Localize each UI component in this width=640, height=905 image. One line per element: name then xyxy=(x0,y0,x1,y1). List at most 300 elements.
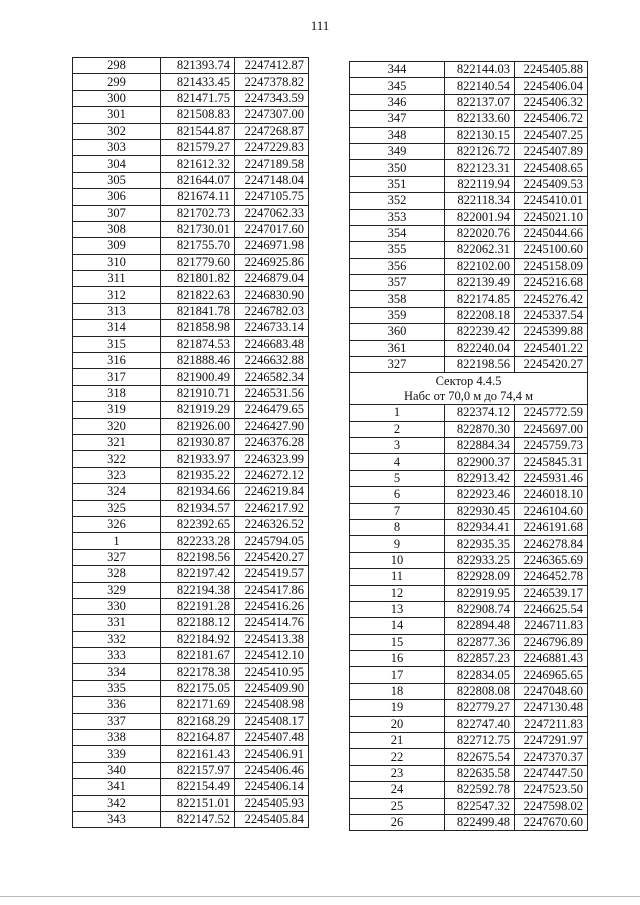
point-number: 350 xyxy=(350,160,445,176)
table-row xyxy=(350,193,588,209)
table-row xyxy=(350,651,588,667)
table-row xyxy=(73,123,309,139)
table-row xyxy=(73,549,309,565)
table-row xyxy=(350,94,588,110)
y-coordinate: 2245401.22 xyxy=(515,340,588,356)
point-number: 4 xyxy=(350,454,445,470)
point-number: 10 xyxy=(350,552,445,568)
point-number: 335 xyxy=(73,680,161,696)
x-coordinate: 821433.45 xyxy=(161,74,235,90)
table-row xyxy=(73,697,309,713)
table-row xyxy=(350,421,588,437)
x-coordinate: 822779.27 xyxy=(445,700,515,716)
x-coordinate: 822123.31 xyxy=(445,160,515,176)
point-number: 302 xyxy=(73,123,161,139)
point-number: 300 xyxy=(73,90,161,106)
table-row xyxy=(350,209,588,225)
table-row xyxy=(350,536,588,552)
table-row xyxy=(73,172,309,188)
y-coordinate: 2246272.12 xyxy=(235,467,309,483)
x-coordinate: 822144.03 xyxy=(445,62,515,78)
table-row xyxy=(350,814,588,830)
x-coordinate: 821934.66 xyxy=(161,484,235,500)
x-coordinate: 822712.75 xyxy=(445,733,515,749)
y-coordinate: 2246965.65 xyxy=(515,667,588,683)
x-coordinate: 822102.00 xyxy=(445,258,515,274)
x-coordinate: 822154.49 xyxy=(161,779,235,795)
point-number: 1 xyxy=(350,405,445,421)
x-coordinate: 822140.54 xyxy=(445,78,515,94)
x-coordinate: 821858.98 xyxy=(161,320,235,336)
x-coordinate: 822884.34 xyxy=(445,437,515,453)
y-coordinate: 2246452.78 xyxy=(515,569,588,585)
y-coordinate: 2245337.54 xyxy=(515,307,588,323)
table-row xyxy=(350,683,588,699)
y-coordinate: 2245399.88 xyxy=(515,324,588,340)
table-row xyxy=(350,487,588,503)
y-coordinate: 2246830.90 xyxy=(235,287,309,303)
x-coordinate: 822194.38 xyxy=(161,582,235,598)
table-row xyxy=(73,90,309,106)
table-row xyxy=(350,225,588,241)
table-row xyxy=(73,467,309,483)
table-row xyxy=(73,402,309,418)
table-row xyxy=(350,127,588,143)
y-coordinate: 2245408.17 xyxy=(235,713,309,729)
y-coordinate: 2246782.03 xyxy=(235,303,309,319)
x-coordinate: 822164.87 xyxy=(161,730,235,746)
table-row xyxy=(350,307,588,323)
y-coordinate: 2246881.43 xyxy=(515,651,588,667)
point-number: 343 xyxy=(73,811,161,827)
y-coordinate: 2245405.93 xyxy=(235,795,309,811)
x-coordinate: 821930.87 xyxy=(161,434,235,450)
y-coordinate: 2246925.86 xyxy=(235,254,309,270)
y-coordinate: 2245416.26 xyxy=(235,598,309,614)
y-coordinate: 2246326.52 xyxy=(235,516,309,532)
x-coordinate: 821579.27 xyxy=(161,139,235,155)
table-row xyxy=(350,78,588,94)
point-number: 7 xyxy=(350,503,445,519)
point-number: 344 xyxy=(350,62,445,78)
y-coordinate: 2246733.14 xyxy=(235,320,309,336)
table-row xyxy=(350,700,588,716)
table-row xyxy=(73,74,309,90)
point-number: 3 xyxy=(350,437,445,453)
point-number: 17 xyxy=(350,667,445,683)
table-row xyxy=(350,733,588,749)
table-row xyxy=(350,62,588,78)
point-number: 341 xyxy=(73,779,161,795)
point-number: 358 xyxy=(350,291,445,307)
table-row xyxy=(350,618,588,634)
y-coordinate: 2245406.46 xyxy=(235,762,309,778)
point-number: 338 xyxy=(73,730,161,746)
y-coordinate: 2245794.05 xyxy=(235,533,309,549)
point-number: 320 xyxy=(73,418,161,434)
x-coordinate: 821702.73 xyxy=(161,205,235,221)
table-row xyxy=(73,795,309,811)
table-row xyxy=(73,271,309,287)
point-number: 340 xyxy=(73,762,161,778)
point-number: 318 xyxy=(73,385,161,401)
table-row xyxy=(350,470,588,486)
section-subtitle-row xyxy=(350,389,588,405)
y-coordinate: 2245419.57 xyxy=(235,566,309,582)
y-coordinate: 2246632.88 xyxy=(235,353,309,369)
table-row xyxy=(350,291,588,307)
table-row xyxy=(73,779,309,795)
point-number: 8 xyxy=(350,519,445,535)
point-number: 357 xyxy=(350,275,445,291)
y-coordinate: 2245414.76 xyxy=(235,615,309,631)
x-coordinate: 822675.54 xyxy=(445,749,515,765)
table-row xyxy=(73,811,309,827)
x-coordinate: 822392.65 xyxy=(161,516,235,532)
x-coordinate: 821755.70 xyxy=(161,238,235,254)
table-row xyxy=(73,533,309,549)
x-coordinate: 822133.60 xyxy=(445,111,515,127)
x-coordinate: 821910.71 xyxy=(161,385,235,401)
table-row xyxy=(73,320,309,336)
x-coordinate: 821393.74 xyxy=(161,58,235,74)
y-coordinate: 2245021.10 xyxy=(515,209,588,225)
table-row xyxy=(73,385,309,401)
y-coordinate: 2245216.68 xyxy=(515,275,588,291)
table-row xyxy=(73,238,309,254)
x-coordinate: 822157.97 xyxy=(161,762,235,778)
table-row xyxy=(350,242,588,258)
point-number: 329 xyxy=(73,582,161,598)
table-row xyxy=(73,631,309,647)
x-coordinate: 821674.11 xyxy=(161,189,235,205)
point-number: 332 xyxy=(73,631,161,647)
y-coordinate: 2247670.60 xyxy=(515,814,588,830)
table-row xyxy=(350,275,588,291)
y-coordinate: 2247343.59 xyxy=(235,90,309,106)
x-coordinate: 822020.76 xyxy=(445,225,515,241)
y-coordinate: 2247130.48 xyxy=(515,700,588,716)
table-row xyxy=(73,648,309,664)
y-coordinate: 2247370.37 xyxy=(515,749,588,765)
y-coordinate: 2245406.14 xyxy=(235,779,309,795)
x-coordinate: 822147.52 xyxy=(161,811,235,827)
point-number: 352 xyxy=(350,193,445,209)
point-number: 322 xyxy=(73,451,161,467)
table-row xyxy=(73,369,309,385)
table-row xyxy=(73,484,309,500)
y-coordinate: 2245697.00 xyxy=(515,421,588,437)
point-number: 327 xyxy=(73,549,161,565)
point-number: 349 xyxy=(350,143,445,159)
table-row xyxy=(350,585,588,601)
x-coordinate: 822239.42 xyxy=(445,324,515,340)
x-coordinate: 822635.58 xyxy=(445,765,515,781)
y-coordinate: 2247105.75 xyxy=(235,189,309,205)
y-coordinate: 2246683.48 xyxy=(235,336,309,352)
table-row xyxy=(73,336,309,352)
point-number: 299 xyxy=(73,74,161,90)
point-number: 11 xyxy=(350,569,445,585)
x-coordinate: 821933.97 xyxy=(161,451,235,467)
point-number: 9 xyxy=(350,536,445,552)
x-coordinate: 822137.07 xyxy=(445,94,515,110)
point-number: 347 xyxy=(350,111,445,127)
y-coordinate: 2245407.25 xyxy=(515,127,588,143)
y-coordinate: 2245931.46 xyxy=(515,470,588,486)
y-coordinate: 2246323.99 xyxy=(235,451,309,467)
x-coordinate: 822062.31 xyxy=(445,242,515,258)
section-title: Сектор 4.4.5 xyxy=(350,373,588,389)
table-row xyxy=(350,634,588,650)
y-coordinate: 2246217.92 xyxy=(235,500,309,516)
point-number: 326 xyxy=(73,516,161,532)
point-number: 22 xyxy=(350,749,445,765)
x-coordinate: 822930.45 xyxy=(445,503,515,519)
right-coordinates-table xyxy=(349,61,588,831)
table-row xyxy=(73,303,309,319)
table-row xyxy=(73,254,309,270)
x-coordinate: 822933.25 xyxy=(445,552,515,568)
point-number: 325 xyxy=(73,500,161,516)
point-number: 345 xyxy=(350,78,445,94)
x-coordinate: 821612.32 xyxy=(161,156,235,172)
table-row xyxy=(350,749,588,765)
y-coordinate: 2247268.87 xyxy=(235,123,309,139)
x-coordinate: 821822.63 xyxy=(161,287,235,303)
table-row xyxy=(73,500,309,516)
x-coordinate: 821935.22 xyxy=(161,467,235,483)
x-coordinate: 822118.34 xyxy=(445,193,515,209)
point-number: 336 xyxy=(73,697,161,713)
y-coordinate: 2247412.87 xyxy=(235,58,309,74)
y-coordinate: 2247229.83 xyxy=(235,139,309,155)
x-coordinate: 822161.43 xyxy=(161,746,235,762)
table-row xyxy=(350,111,588,127)
y-coordinate: 2246539.17 xyxy=(515,585,588,601)
x-coordinate: 822191.28 xyxy=(161,598,235,614)
y-coordinate: 2245409.90 xyxy=(235,680,309,696)
point-number: 361 xyxy=(350,340,445,356)
y-coordinate: 2247523.50 xyxy=(515,782,588,798)
table-row xyxy=(73,680,309,696)
y-coordinate: 2246582.34 xyxy=(235,369,309,385)
x-coordinate: 822171.69 xyxy=(161,697,235,713)
table-row xyxy=(73,713,309,729)
table-row xyxy=(73,730,309,746)
x-coordinate: 821900.49 xyxy=(161,369,235,385)
point-number: 313 xyxy=(73,303,161,319)
x-coordinate: 821874.53 xyxy=(161,336,235,352)
x-coordinate: 822168.29 xyxy=(161,713,235,729)
y-coordinate: 2246711.83 xyxy=(515,618,588,634)
x-coordinate: 822834.05 xyxy=(445,667,515,683)
point-number: 19 xyxy=(350,700,445,716)
y-coordinate: 2245412.10 xyxy=(235,648,309,664)
point-number: 26 xyxy=(350,814,445,830)
x-coordinate: 821471.75 xyxy=(161,90,235,106)
x-coordinate: 822130.15 xyxy=(445,127,515,143)
point-number: 308 xyxy=(73,221,161,237)
y-coordinate: 2246796.89 xyxy=(515,634,588,650)
table-row xyxy=(73,434,309,450)
point-number: 330 xyxy=(73,598,161,614)
y-coordinate: 2246104.60 xyxy=(515,503,588,519)
y-coordinate: 2245417.86 xyxy=(235,582,309,598)
x-coordinate: 821888.46 xyxy=(161,353,235,369)
y-coordinate: 2245410.01 xyxy=(515,193,588,209)
y-coordinate: 2246278.84 xyxy=(515,536,588,552)
table-row xyxy=(350,160,588,176)
table-row xyxy=(73,746,309,762)
x-coordinate: 821730.01 xyxy=(161,221,235,237)
table-row xyxy=(350,143,588,159)
x-coordinate: 822499.48 xyxy=(445,814,515,830)
point-number: 324 xyxy=(73,484,161,500)
y-coordinate: 2245158.09 xyxy=(515,258,588,274)
y-coordinate: 2246531.56 xyxy=(235,385,309,401)
point-number: 307 xyxy=(73,205,161,221)
y-coordinate: 2245409.53 xyxy=(515,176,588,192)
point-number: 314 xyxy=(73,320,161,336)
table-row xyxy=(73,582,309,598)
point-number: 328 xyxy=(73,566,161,582)
table-row xyxy=(73,566,309,582)
x-coordinate: 822197.42 xyxy=(161,566,235,582)
point-number: 6 xyxy=(350,487,445,503)
page-bottom-rule xyxy=(0,896,640,897)
y-coordinate: 2246879.04 xyxy=(235,271,309,287)
table-row xyxy=(350,357,588,373)
table-row xyxy=(73,107,309,123)
y-coordinate: 2245406.32 xyxy=(515,94,588,110)
y-coordinate: 2245405.84 xyxy=(235,811,309,827)
y-coordinate: 2247148.04 xyxy=(235,172,309,188)
table-row xyxy=(73,598,309,614)
x-coordinate: 822870.30 xyxy=(445,421,515,437)
y-coordinate: 2246479.65 xyxy=(235,402,309,418)
y-coordinate: 2247447.50 xyxy=(515,765,588,781)
point-number: 301 xyxy=(73,107,161,123)
point-number: 331 xyxy=(73,615,161,631)
y-coordinate: 2245407.48 xyxy=(235,730,309,746)
y-coordinate: 2245100.60 xyxy=(515,242,588,258)
point-number: 20 xyxy=(350,716,445,732)
x-coordinate: 822198.56 xyxy=(161,549,235,565)
y-coordinate: 2246971.98 xyxy=(235,238,309,254)
page-number: 111 xyxy=(310,18,330,33)
table-row xyxy=(73,287,309,303)
x-coordinate: 822934.41 xyxy=(445,519,515,535)
x-coordinate: 822877.36 xyxy=(445,634,515,650)
point-number: 321 xyxy=(73,434,161,450)
point-number: 309 xyxy=(73,238,161,254)
y-coordinate: 2247017.60 xyxy=(235,221,309,237)
table-row xyxy=(350,454,588,470)
x-coordinate: 821919.29 xyxy=(161,402,235,418)
point-number: 1 xyxy=(73,533,161,549)
y-coordinate: 2246427.90 xyxy=(235,418,309,434)
table-row xyxy=(73,762,309,778)
x-coordinate: 821801.82 xyxy=(161,271,235,287)
x-coordinate: 822919.95 xyxy=(445,585,515,601)
y-coordinate: 2247307.00 xyxy=(235,107,309,123)
table-row xyxy=(350,176,588,192)
point-number: 15 xyxy=(350,634,445,650)
point-number: 306 xyxy=(73,189,161,205)
x-coordinate: 821644.07 xyxy=(161,172,235,188)
y-coordinate: 2246625.54 xyxy=(515,601,588,617)
table-row xyxy=(73,615,309,631)
point-number: 334 xyxy=(73,664,161,680)
point-number: 18 xyxy=(350,683,445,699)
y-coordinate: 2245406.91 xyxy=(235,746,309,762)
table-row xyxy=(73,516,309,532)
y-coordinate: 2247291.97 xyxy=(515,733,588,749)
y-coordinate: 2247211.83 xyxy=(515,716,588,732)
point-number: 346 xyxy=(350,94,445,110)
x-coordinate: 822126.72 xyxy=(445,143,515,159)
y-coordinate: 2245405.88 xyxy=(515,62,588,78)
point-number: 13 xyxy=(350,601,445,617)
y-coordinate: 2247048.60 xyxy=(515,683,588,699)
x-coordinate: 822119.94 xyxy=(445,176,515,192)
section-subtitle: Набс от 70,0 м до 74,4 м xyxy=(350,389,588,405)
x-coordinate: 822151.01 xyxy=(161,795,235,811)
point-number: 337 xyxy=(73,713,161,729)
point-number: 21 xyxy=(350,733,445,749)
table-row xyxy=(350,667,588,683)
table-row xyxy=(350,716,588,732)
table-row xyxy=(350,552,588,568)
table-row xyxy=(350,765,588,781)
table-row xyxy=(350,437,588,453)
table-row xyxy=(73,205,309,221)
point-number: 16 xyxy=(350,651,445,667)
point-number: 25 xyxy=(350,798,445,814)
y-coordinate: 2245406.04 xyxy=(515,78,588,94)
y-coordinate: 2245408.65 xyxy=(515,160,588,176)
y-coordinate: 2245406.72 xyxy=(515,111,588,127)
point-number: 23 xyxy=(350,765,445,781)
point-number: 319 xyxy=(73,402,161,418)
x-coordinate: 822174.85 xyxy=(445,291,515,307)
table-row xyxy=(73,418,309,434)
point-number: 12 xyxy=(350,585,445,601)
table-row xyxy=(350,782,588,798)
point-number: 24 xyxy=(350,782,445,798)
x-coordinate: 822900.37 xyxy=(445,454,515,470)
table-row xyxy=(73,156,309,172)
point-number: 339 xyxy=(73,746,161,762)
x-coordinate: 822188.12 xyxy=(161,615,235,631)
point-number: 356 xyxy=(350,258,445,274)
y-coordinate: 2246219.84 xyxy=(235,484,309,500)
point-number: 317 xyxy=(73,369,161,385)
x-coordinate: 822198.56 xyxy=(445,357,515,373)
table-row xyxy=(350,601,588,617)
x-coordinate: 822547.32 xyxy=(445,798,515,814)
y-coordinate: 2245759.73 xyxy=(515,437,588,453)
point-number: 327 xyxy=(350,357,445,373)
point-number: 2 xyxy=(350,421,445,437)
x-coordinate: 822181.67 xyxy=(161,648,235,664)
table-row xyxy=(350,405,588,421)
x-coordinate: 822208.18 xyxy=(445,307,515,323)
y-coordinate: 2246365.69 xyxy=(515,552,588,568)
table-row xyxy=(73,664,309,680)
table-row xyxy=(350,519,588,535)
